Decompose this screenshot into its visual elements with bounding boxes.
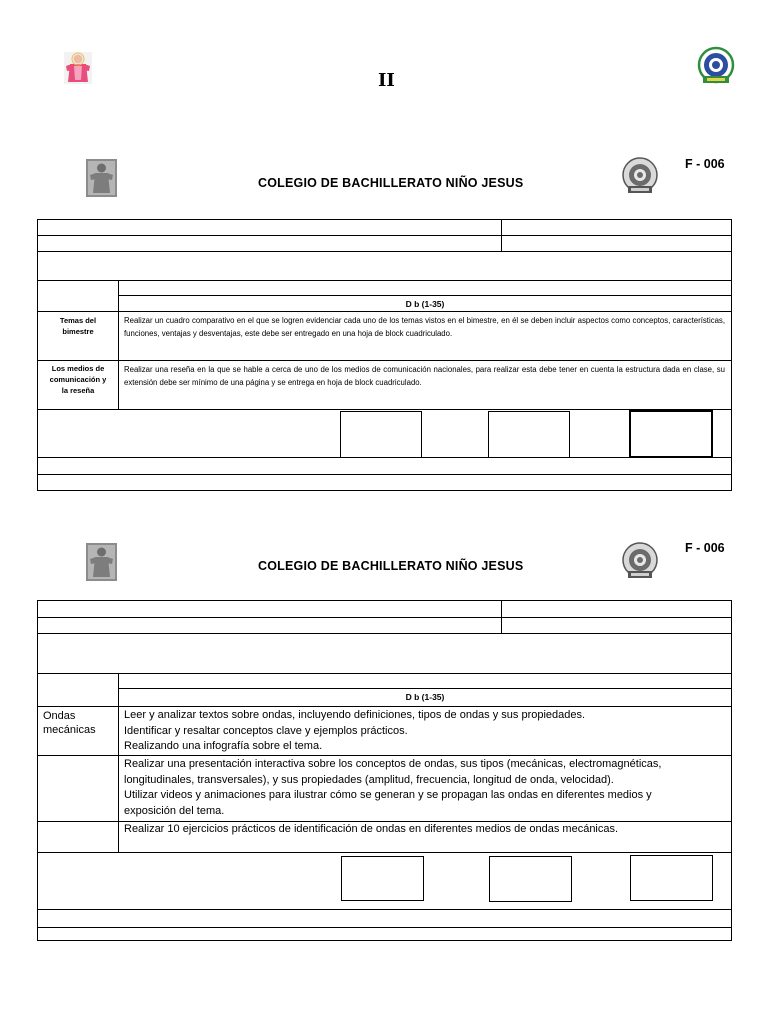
infant-jesus-icon bbox=[86, 543, 117, 581]
form1-row-divider bbox=[37, 280, 732, 281]
green-seal-logo-icon bbox=[695, 46, 737, 86]
form2-row-text: Leer y analizar textos sobre ondas, incluyendo definiciones, tipos de ondas y sus propiedades. Identificar y resaltar conceptos clave y ejemplos prácticos. Realizando una infografía sobre el tema. bbox=[124, 709, 586, 752]
page-roman-numeral: II bbox=[378, 70, 395, 91]
form2-row-text: Realizar una presentación interactiva sobre los conceptos de ondas, sus tipos (mecánicas, electromagnéticas, longitudinales, transversales), y sus propiedades (amplitud, frecuencia, longitud de onda, velocidad). Utilizar videos y animaciones para ilustrar cómo se generan y se propagan las ondas en diferentes medios y exposición del tema. bbox=[124, 758, 662, 817]
form1-row-text: Realizar una reseña en la que se hable a cerca de uno de los medios de comunicación nacionales, para realizar esta debe tener en cuenta la estructura dada en clase, su extensión debe ser mínimo de una página y se entrega en hoja de block cuadriculado. bbox=[124, 365, 725, 387]
form1-row-divider bbox=[37, 311, 732, 312]
school-seal-icon bbox=[620, 542, 660, 580]
form2-row-divider bbox=[37, 673, 732, 674]
form2-row-divider bbox=[37, 909, 732, 910]
form1-row-divider bbox=[37, 474, 732, 475]
form1-signature-box[interactable] bbox=[629, 410, 713, 458]
form2-row-divider bbox=[37, 617, 732, 618]
form1-row-divider bbox=[118, 295, 732, 296]
form1-db-label: D b (1-35) bbox=[405, 299, 445, 309]
form1-row-label: Temas del bimestre bbox=[59, 316, 97, 336]
form1-row-text: Realizar un cuadro comparativo en el que se logren evidenciar cada uno de los temas vistos en el bimestre, en él se deben incluir aspectos como conceptos, características, funciones, ventajas y desventajas, este debe ser entregado en una hoja de block cuadriculado. bbox=[124, 316, 725, 338]
form1-row-divider bbox=[37, 360, 732, 361]
form2-db-label: D b (1-35) bbox=[405, 692, 445, 702]
form1-col-divider bbox=[501, 219, 502, 251]
form-code: F - 006 bbox=[685, 157, 725, 171]
form2-signature-box[interactable] bbox=[341, 856, 424, 901]
form1-row-divider bbox=[37, 235, 732, 236]
form1-row-divider bbox=[37, 457, 732, 458]
form1-row-divider bbox=[37, 409, 732, 410]
form2-signature-box[interactable] bbox=[630, 855, 713, 901]
pink-figure-logo-icon bbox=[64, 52, 92, 84]
form1-row-label: Los medios de comunicación y la reseña bbox=[49, 364, 107, 395]
form1-row-divider bbox=[37, 251, 732, 252]
form2-row-divider bbox=[118, 688, 732, 689]
school-name-title: COLEGIO DE BACHILLERATO NIÑO JESUS bbox=[258, 176, 524, 190]
form2-row-divider bbox=[37, 633, 732, 634]
form1-signature-box[interactable] bbox=[488, 411, 570, 458]
form2-row-label: Ondas mecánicas bbox=[43, 710, 96, 736]
school-name-title: COLEGIO DE BACHILLERATO NIÑO JESUS bbox=[258, 559, 524, 573]
form1-signature-box[interactable] bbox=[340, 411, 422, 458]
form2-col-divider bbox=[501, 600, 502, 633]
infant-jesus-icon bbox=[86, 159, 117, 197]
form2-row-divider bbox=[37, 755, 732, 756]
form2-row-divider bbox=[37, 706, 732, 707]
form-code: F - 006 bbox=[685, 541, 725, 555]
school-seal-icon bbox=[620, 157, 660, 195]
form2-row-text: Realizar 10 ejercicios prácticos de identificación de ondas en diferentes medios de ondas mecánicas. bbox=[124, 823, 619, 835]
form2-signature-box[interactable] bbox=[489, 856, 572, 902]
form2-row-divider bbox=[37, 852, 732, 853]
form2-row-divider bbox=[37, 927, 732, 928]
